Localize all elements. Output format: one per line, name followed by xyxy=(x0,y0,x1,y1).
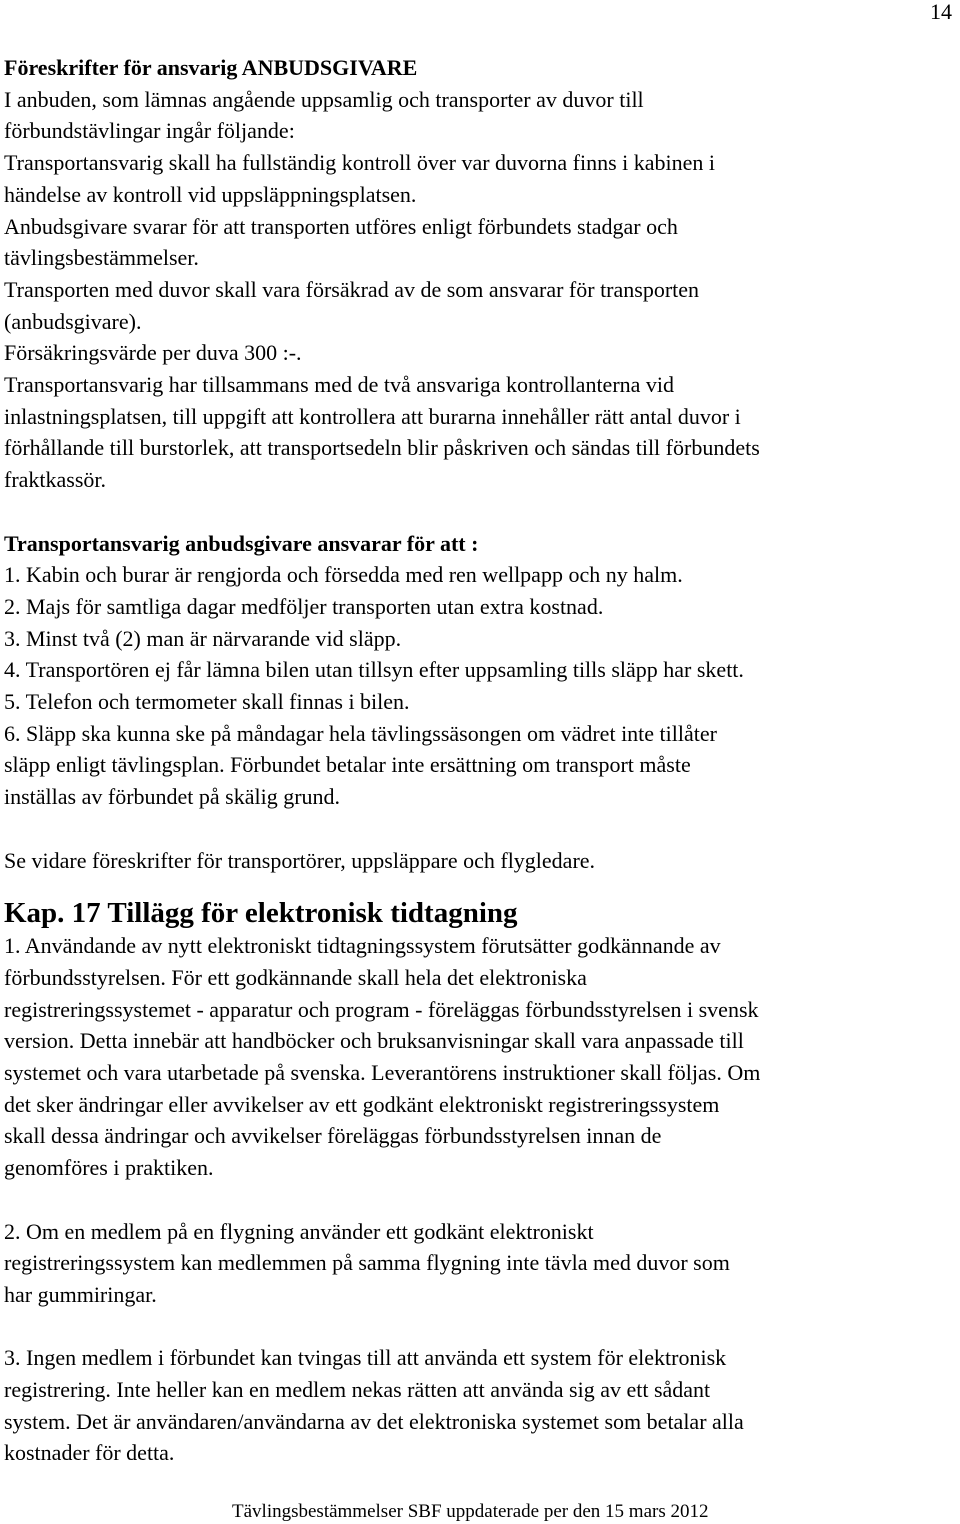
text-line: Anbudsgivare svarar för att transporten utföres enligt förbundets stadgar och xyxy=(4,213,678,239)
paragraph-line: har gummiringar. xyxy=(4,1281,157,1307)
spacer xyxy=(4,1184,958,1216)
paragraph-line: 1. Användande av nytt elektroniskt tidtagningssystem förutsätter godkännande av xyxy=(4,933,721,959)
paragraph-line: 2. Om en medlem på en flygning använder ett godkänt elektroniskt xyxy=(4,1218,594,1244)
text-line: fraktkassör. xyxy=(4,467,107,493)
text-line: Transporten med duvor skall vara försäkrad av de som ansvarar för transporten xyxy=(4,276,700,302)
spacer xyxy=(4,1311,958,1343)
paragraph-line: skall dessa ändringar och avvikelser föreläggas förbundsstyrelsen innan de xyxy=(4,1123,662,1149)
paragraph-line: registreringssystemet - apparatur och program - föreläggas förbundsstyrelsen i svensk xyxy=(4,996,759,1022)
paragraph-line: version. Detta innebär att handböcker och bruksanvisningar skall vara anpassade till xyxy=(4,1028,744,1054)
list-item: 6. Släpp ska kunna ske på måndagar hela tävlingssäsongen om vädret inte tillåter xyxy=(4,720,717,746)
text-line: händelse av kontroll vid uppsläppningsplatsen. xyxy=(4,181,417,207)
text-line: Transportansvarig har tillsammans med de två ansvariga kontrollanterna vid xyxy=(4,372,675,398)
reference-note: Se vidare föreskrifter för transportörer, uppsläppare och flygledare. xyxy=(4,847,596,873)
paragraph-line: 3. Ingen medlem i förbundet kan tvingas till att använda ett system för elektronisk xyxy=(4,1345,727,1371)
text-line: Transportansvarig skall ha fullständig kontroll över var duvorna finns i kabinen i xyxy=(4,150,716,176)
text-line: förhållande till burstorlek, att transportsedeln blir påskriven och sändas till förbundets xyxy=(4,435,760,461)
section-title-anbudsgivare: Föreskrifter för ansvarig ANBUDSGIVARE xyxy=(4,55,418,80)
paragraph-line: systemet och vara utarbetade på svenska. Leverantörens instruktioner skall följas. Om xyxy=(4,1060,761,1086)
list-item: 4. Transportören ej får lämna bilen utan tillsyn efter uppsamling tills släpp har skett. xyxy=(4,657,744,683)
spacer xyxy=(4,876,958,896)
paragraph-line: system. Det är användaren/användarna av det elektroniska systemet som betalar alla xyxy=(4,1408,744,1434)
list-item: 3. Minst två (2) man är närvarande vid släpp. xyxy=(4,625,402,651)
list-item: inställas av förbundet på skälig grund. xyxy=(4,784,341,810)
section-title-ansvarar: Transportansvarig anbudsgivare ansvarar för att : xyxy=(4,530,479,556)
paragraph-line: kostnader för detta. xyxy=(4,1440,175,1466)
paragraph-line: registrering. Inte heller kan en medlem nekas rätten att använda sig av ett sådant xyxy=(4,1377,711,1403)
text-line: (anbudsgivare). xyxy=(4,308,142,334)
spacer xyxy=(4,813,958,845)
text-line: Försäkringsvärde per duva 300 :-. xyxy=(4,340,302,366)
text-line: förbundstävlingar ingår följande: xyxy=(4,118,295,144)
list-item: 5. Telefon och termometer skall finnas i bilen. xyxy=(4,689,410,715)
text-line: tävlingsbestämmelser. xyxy=(4,245,199,271)
chapter-title: Kap. 17 Tillägg för elektronisk tidtagning xyxy=(4,897,518,930)
document-body xyxy=(4,52,958,1469)
list-item: 1. Kabin och burar är rengjorda och försedda med ren wellpapp och ny halm. xyxy=(4,562,683,588)
paragraph-line: förbundsstyrelsen. För ett godkännande skall hela det elektroniska xyxy=(4,964,587,990)
list-item: släpp enligt tävlingsplan. Förbundet betalar inte ersättning om transport måste xyxy=(4,752,691,778)
list-item: 2. Majs för samtliga dagar medföljer transporten utan extra kostnad. xyxy=(4,593,604,619)
paragraph-line: registreringssystem kan medlemmen på samma flygning inte tävla med duvor som xyxy=(4,1250,730,1276)
spacer xyxy=(4,496,958,528)
paragraph-line: genomföres i praktiken. xyxy=(4,1155,214,1181)
page-number: 14 xyxy=(930,0,952,24)
text-line: I anbuden, som lämnas angående uppsamlig och transporter av duvor till xyxy=(4,86,644,112)
text-line: inlastningsplatsen, till uppgift att kontrollera att burarna innehåller rätt antal duvor i xyxy=(4,403,741,429)
paragraph-line: det sker ändringar eller avvikelser av ett godkänt elektroniskt registreringssystem xyxy=(4,1091,720,1117)
page-footer: Tävlingsbestämmelser SBF uppdaterade per den 15 mars 2012 xyxy=(232,1501,709,1522)
